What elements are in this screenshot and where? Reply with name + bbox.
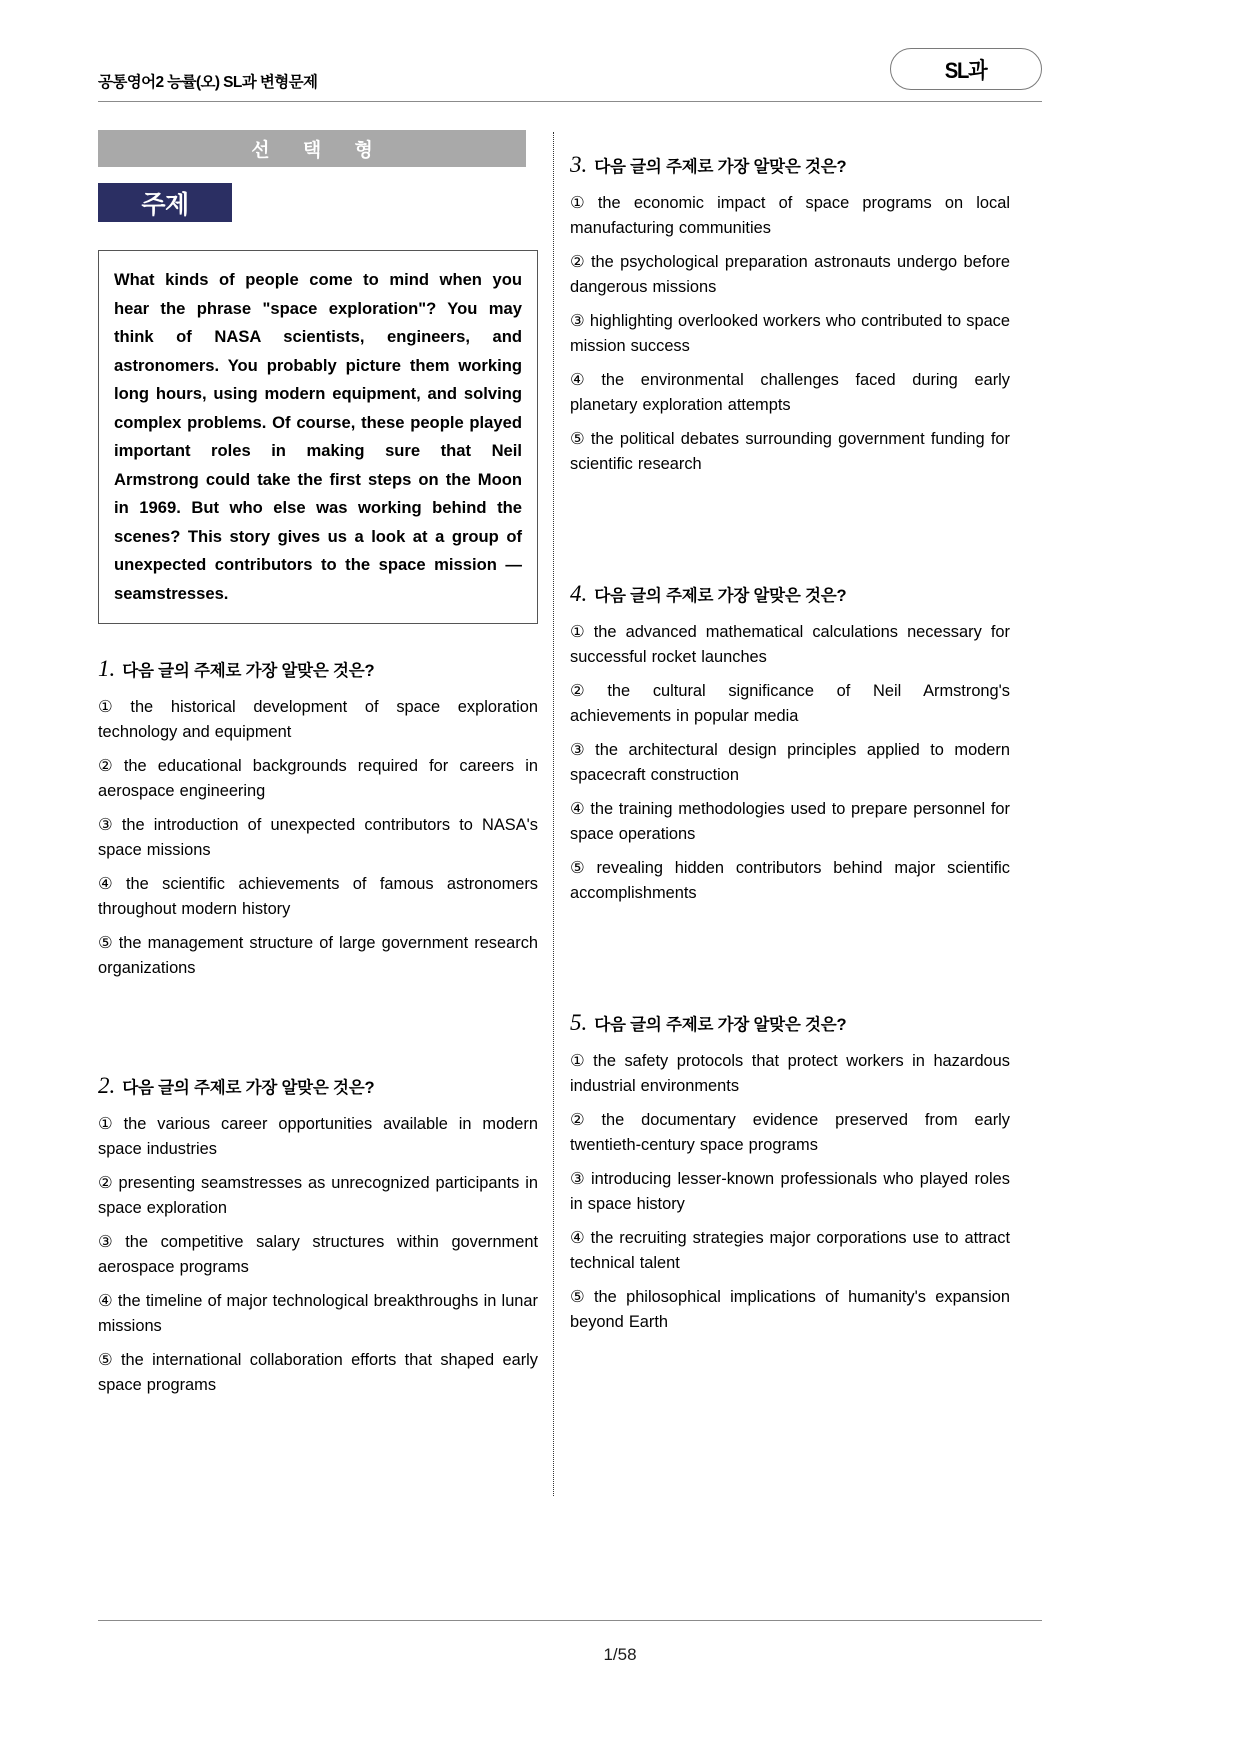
question-5-choice-3[interactable] [570, 1167, 1010, 1217]
question-5 [570, 1010, 1010, 1335]
spacer [570, 130, 1010, 152]
choice-text: revealing hidden contributors behind major scientific accomplishments [570, 859, 1010, 902]
choice-text: the competitive salary structures within government aerospace programs [98, 1233, 538, 1276]
choice-marker: ④ [570, 1229, 586, 1247]
question-4-choice-3[interactable] [570, 738, 1010, 788]
header-divider [98, 101, 1042, 102]
choice-marker: ⑤ [570, 1288, 589, 1306]
choice-marker: ② [98, 1174, 114, 1192]
choice-marker: ③ [570, 312, 585, 330]
question-2-number: 2. [98, 1073, 116, 1098]
spacer [570, 940, 1010, 1010]
question-3-choice-5[interactable] [570, 427, 1010, 477]
choice-text: introducing lesser-known professionals who played roles in space history [570, 1170, 1010, 1213]
question-4-choice-1[interactable] [570, 620, 1010, 670]
footer-divider [98, 1620, 1042, 1621]
question-1-choice-2[interactable] [98, 754, 538, 804]
choice-text: the introduction of unexpected contributors to NASA's space missions [98, 816, 538, 859]
question-3 [570, 152, 1010, 477]
choice-marker: ① [98, 698, 126, 716]
choice-text: the safety protocols that protect workers in hazardous industrial environments [570, 1052, 1010, 1095]
subject-badge-label: SL과 [945, 57, 987, 83]
question-4 [570, 581, 1010, 906]
choice-text: the management structure of large government research organizations [98, 934, 538, 977]
choice-text: the scientific achievements of famous astronomers throughout modern history [98, 875, 539, 918]
question-5-prompt: 다음 글의 주제로 가장 알맞은 것은? [594, 1016, 847, 1034]
question-3-choice-3[interactable] [570, 309, 1010, 359]
question-type-label [98, 183, 232, 222]
choice-text: the environmental challenges faced during early planetary exploration attempts [570, 371, 1011, 414]
section-banner-label: 선 택 형 [251, 140, 387, 161]
question-5-stem [570, 1010, 1010, 1036]
question-1-prompt: 다음 글의 주제로 가장 알맞은 것은? [122, 662, 375, 680]
header-title: 공통영어2 능률(오) SL과 변형문제 [98, 74, 318, 91]
question-3-choice-2[interactable] [570, 250, 1010, 300]
question-1-number: 1. [98, 656, 116, 681]
choice-text: the political debates surrounding government funding for scientific research [570, 430, 1010, 473]
question-2 [98, 1073, 538, 1398]
choice-marker: ② [570, 253, 586, 271]
left-column [98, 130, 538, 1398]
choice-text: the architectural design principles applied to modern spacecraft construction [570, 741, 1010, 784]
choice-text: the recruiting strategies major corporations use to attract technical talent [570, 1229, 1010, 1272]
question-4-prompt: 다음 글의 주제로 가장 알맞은 것은? [594, 587, 847, 605]
choice-text: the cultural significance of Neil Armstrong's achievements in popular media [570, 682, 1010, 725]
choice-marker: ⑤ [570, 859, 592, 877]
choice-marker: ⑤ [98, 1351, 116, 1369]
page-number: 1/58 [603, 1645, 637, 1664]
right-column [570, 130, 1010, 1335]
spacer [98, 1015, 538, 1073]
passage-box [98, 250, 538, 624]
question-1-choice-5[interactable] [98, 931, 538, 981]
question-3-choice-1[interactable] [570, 191, 1010, 241]
choice-marker: ③ [98, 1233, 121, 1251]
question-3-stem [570, 152, 1010, 178]
question-3-number: 3. [570, 152, 588, 177]
question-5-choice-1[interactable] [570, 1049, 1010, 1099]
choice-text: the educational backgrounds required for careers in aerospace engineering [98, 757, 538, 800]
question-2-choice-2[interactable] [98, 1171, 538, 1221]
question-3-prompt: 다음 글의 주제로 가장 알맞은 것은? [594, 158, 847, 176]
choice-marker: ③ [98, 816, 117, 834]
choice-text: the international collaboration efforts that shaped early space programs [98, 1351, 538, 1394]
subject-badge [890, 48, 1042, 90]
choice-marker: ⑤ [570, 430, 586, 448]
question-4-number: 4. [570, 581, 588, 606]
choice-text: the historical development of space exploration technology and equipment [98, 698, 538, 741]
question-2-choice-1[interactable] [98, 1112, 538, 1162]
choice-text: the timeline of major technological breakthroughs in lunar missions [98, 1292, 539, 1335]
section-banner [98, 130, 526, 167]
choice-marker: ⑤ [98, 934, 114, 952]
question-4-stem [570, 581, 1010, 607]
question-5-choice-5[interactable] [570, 1285, 1010, 1335]
choice-marker: ④ [570, 371, 597, 389]
choice-text: the economic impact of space programs on local manufacturing communities [570, 194, 1010, 237]
question-2-choice-5[interactable] [98, 1348, 538, 1398]
choice-text: presenting seamstresses as unrecognized participants in space exploration [98, 1174, 538, 1217]
choice-marker: ① [570, 194, 593, 212]
spacer [570, 511, 1010, 581]
choice-text: the training methodologies used to prepare personnel for space operations [570, 800, 1010, 843]
question-5-number: 5. [570, 1010, 588, 1035]
choice-text: the documentary evidence preserved from early twentieth-century space programs [570, 1111, 1010, 1154]
question-4-choice-5[interactable] [570, 856, 1010, 906]
choice-marker: ④ [570, 800, 586, 818]
page-header [98, 40, 1042, 102]
question-5-choice-4[interactable] [570, 1226, 1010, 1276]
question-1-choice-3[interactable] [98, 813, 538, 863]
choice-text: the advanced mathematical calculations necessary for successful rocket launches [570, 623, 1010, 666]
choice-marker: ① [98, 1115, 119, 1133]
question-4-choice-4[interactable] [570, 797, 1010, 847]
column-divider [553, 132, 554, 1496]
question-1 [98, 656, 538, 981]
choice-marker: ② [98, 757, 119, 775]
question-5-choice-2[interactable] [570, 1108, 1010, 1158]
choice-marker: ① [570, 1052, 589, 1070]
question-2-prompt: 다음 글의 주제로 가장 알맞은 것은? [122, 1079, 375, 1097]
question-1-stem [98, 656, 538, 682]
choice-text: the philosophical implications of humanity's expansion beyond Earth [570, 1288, 1010, 1331]
choice-marker: ① [570, 623, 589, 641]
choice-marker: ③ [570, 1170, 586, 1188]
choice-marker: ④ [98, 875, 121, 893]
question-type-label-text: 주제 [141, 190, 189, 219]
choice-marker: ② [570, 1111, 597, 1129]
question-1-choice-4[interactable] [98, 872, 538, 922]
question-3-choice-4[interactable] [570, 368, 1010, 418]
choice-text: the various career opportunities available in modern space industries [98, 1115, 538, 1158]
question-1-choice-1[interactable] [98, 695, 538, 745]
question-2-choice-3[interactable] [98, 1230, 538, 1280]
passage-text: What kinds of people come to mind when you hear the phrase "space exploration"? You may think of NASA scientists, engineers, and astronomers. You probably picture them working long hours, using modern equipment, and solving complex problems. Of course, these people played important roles in making sure that Neil Armstrong could take the first steps on the Moon in 1969. But who else was working behind the scenes? This story gives us a look at a group of unexpected contributors to the space mission — seamstresses. [114, 270, 522, 603]
choice-marker: ② [570, 682, 603, 700]
choice-text: highlighting overlooked workers who contributed to space mission success [570, 312, 1010, 355]
question-2-choice-4[interactable] [98, 1289, 538, 1339]
question-2-stem [98, 1073, 538, 1099]
choice-marker: ③ [570, 741, 591, 759]
question-4-choice-2[interactable] [570, 679, 1010, 729]
choice-marker: ④ [98, 1292, 113, 1310]
choice-text: the psychological preparation astronauts undergo before dangerous missions [570, 253, 1010, 296]
